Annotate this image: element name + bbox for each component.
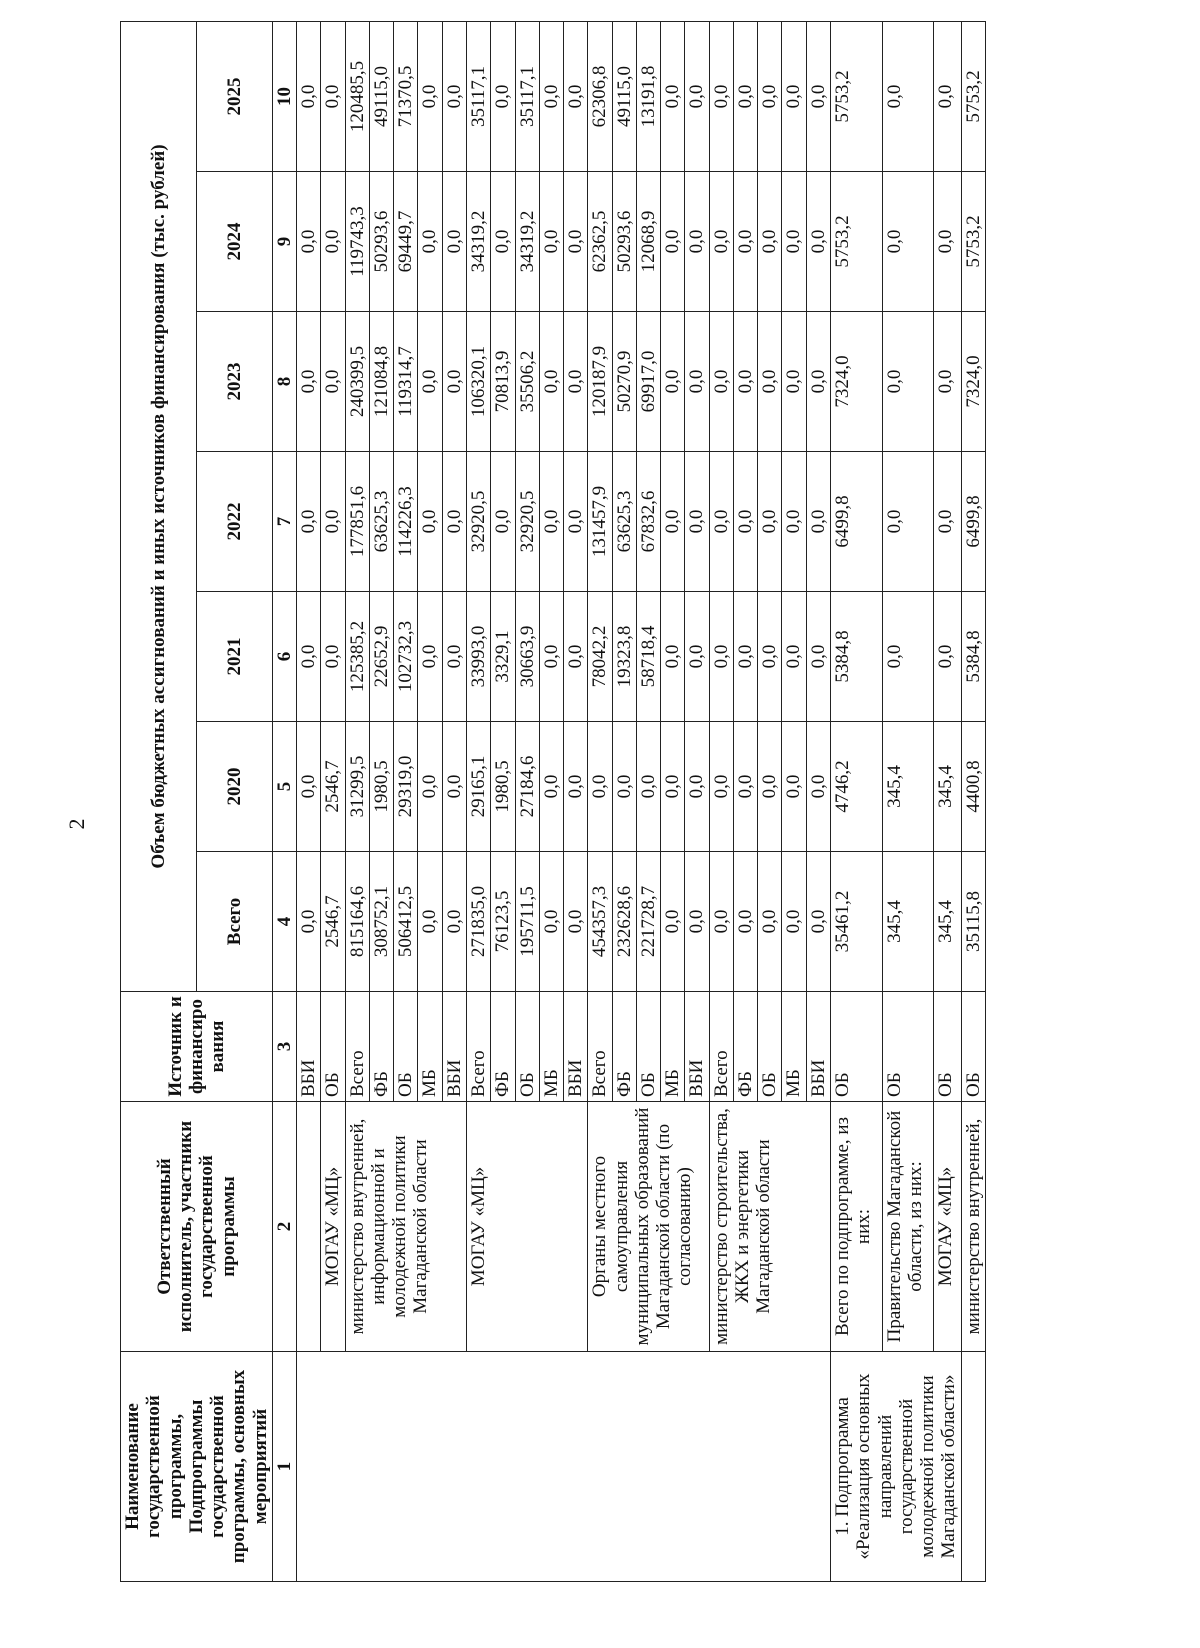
- amount-cell: 0,0: [934, 312, 962, 452]
- amount-cell: 0,0: [297, 592, 321, 722]
- amount-cell: 0,0: [685, 592, 709, 722]
- amount-cell: 7324,0: [830, 312, 882, 452]
- header-financing-group: Объем бюджетных ассигнований и иных источников финансирования (тыс. рублей): [121, 21, 197, 991]
- amount-cell: 0,0: [709, 172, 733, 312]
- amount-cell: 345,4: [882, 722, 934, 852]
- amount-cell: 0,0: [418, 172, 442, 312]
- amount-cell: 29319,0: [394, 722, 418, 852]
- header-row-1: [121, 21, 197, 1581]
- agency-cell: министерство строительства, ЖКХ и энергетики Магаданской области: [709, 1102, 830, 1352]
- amount-cell: 0,0: [491, 452, 515, 592]
- amount-cell: 0,0: [661, 172, 685, 312]
- amount-cell: 0,0: [539, 172, 563, 312]
- amount-cell: 0,0: [806, 172, 830, 312]
- amount-cell: 63625,3: [369, 452, 393, 592]
- amount-cell: 121084,8: [369, 312, 393, 452]
- source-cell: ФБ: [491, 992, 515, 1102]
- table-row: [588, 21, 612, 1581]
- source-cell: ОБ: [830, 992, 882, 1102]
- amount-cell: 0,0: [758, 722, 782, 852]
- source-cell: Всего: [466, 992, 490, 1102]
- source-cell: Всего: [345, 992, 369, 1102]
- amount-cell: 221728,7: [636, 852, 660, 992]
- source-cell: МБ: [539, 992, 563, 1102]
- amount-cell: 22652,9: [369, 592, 393, 722]
- source-cell: МБ: [661, 992, 685, 1102]
- amount-cell: 0,0: [733, 21, 757, 171]
- amount-cell: 120187,9: [588, 312, 612, 452]
- amount-cell: 5384,8: [961, 592, 985, 722]
- amount-cell: 0,0: [709, 312, 733, 452]
- source-cell: ФБ: [369, 992, 393, 1102]
- source-cell: ОБ: [394, 992, 418, 1102]
- amount-cell: 0,0: [733, 852, 757, 992]
- source-cell: ОБ: [758, 992, 782, 1102]
- amount-cell: 0,0: [418, 592, 442, 722]
- source-cell: ФБ: [612, 992, 636, 1102]
- source-cell: МБ: [418, 992, 442, 1102]
- amount-cell: 0,0: [934, 21, 962, 171]
- amount-cell: 0,0: [758, 21, 782, 171]
- source-cell: Всего: [588, 992, 612, 1102]
- amount-cell: 19323,8: [612, 592, 636, 722]
- source-cell: МБ: [782, 992, 806, 1102]
- amount-cell: 0,0: [782, 852, 806, 992]
- amount-cell: 32920,5: [515, 452, 539, 592]
- amount-cell: 0,0: [442, 592, 466, 722]
- column-number: 5: [272, 722, 296, 852]
- amount-cell: 34319,2: [515, 172, 539, 312]
- amount-cell: 0,0: [297, 722, 321, 852]
- source-cell: ОБ: [636, 992, 660, 1102]
- amount-cell: 0,0: [782, 592, 806, 722]
- amount-cell: 32920,5: [466, 452, 490, 592]
- column-number: 6: [272, 592, 296, 722]
- amount-cell: 0,0: [661, 722, 685, 852]
- header-col-agency: Ответственный исполнитель, участники государственной программы: [121, 1102, 273, 1352]
- page-number: 2: [64, 818, 89, 830]
- amount-cell: 120485,5: [345, 21, 369, 171]
- amount-cell: 0,0: [491, 21, 515, 171]
- amount-cell: 0,0: [709, 722, 733, 852]
- agency-cell: министерство внутренней, информационной и молодежной политики Магаданской области: [345, 1102, 466, 1352]
- amount-cell: 2546,7: [321, 722, 345, 852]
- amount-cell: 0,0: [564, 592, 588, 722]
- amount-cell: 0,0: [588, 722, 612, 852]
- amount-cell: 0,0: [564, 852, 588, 992]
- amount-cell: 0,0: [442, 21, 466, 171]
- amount-cell: 50293,6: [612, 172, 636, 312]
- amount-cell: 0,0: [661, 592, 685, 722]
- amount-cell: 0,0: [782, 452, 806, 592]
- amount-cell: 0,0: [297, 452, 321, 592]
- amount-cell: 0,0: [782, 172, 806, 312]
- header-year: 2020: [196, 722, 272, 852]
- amount-cell: 50270,9: [612, 312, 636, 452]
- amount-cell: 0,0: [418, 722, 442, 852]
- amount-cell: 195711,5: [515, 852, 539, 992]
- table-row: [830, 21, 882, 1581]
- amount-cell: 35117,1: [515, 21, 539, 171]
- column-number: 9: [272, 172, 296, 312]
- amount-cell: 33993,0: [466, 592, 490, 722]
- amount-cell: 0,0: [806, 592, 830, 722]
- amount-cell: 0,0: [685, 452, 709, 592]
- column-number: 7: [272, 452, 296, 592]
- amount-cell: 35506,2: [515, 312, 539, 452]
- source-cell: ВБИ: [564, 992, 588, 1102]
- amount-cell: 0,0: [442, 722, 466, 852]
- amount-cell: 69917,0: [636, 312, 660, 452]
- amount-cell: 0,0: [418, 852, 442, 992]
- amount-cell: 0,0: [539, 852, 563, 992]
- agency-cell: Органы местного самоуправления муниципальных образований Магаданской области (по согласованию): [588, 1102, 709, 1352]
- amount-cell: 0,0: [442, 852, 466, 992]
- amount-cell: 0,0: [564, 722, 588, 852]
- amount-cell: 76123,5: [491, 852, 515, 992]
- amount-cell: 13191,8: [636, 21, 660, 171]
- amount-cell: 67832,6: [636, 452, 660, 592]
- amount-cell: 0,0: [321, 452, 345, 592]
- amount-cell: 49115,0: [612, 21, 636, 171]
- amount-cell: 345,4: [934, 852, 962, 992]
- amount-cell: 0,0: [758, 172, 782, 312]
- amount-cell: 31299,5: [345, 722, 369, 852]
- amount-cell: 6499,8: [961, 452, 985, 592]
- amount-cell: 62362,5: [588, 172, 612, 312]
- amount-cell: 0,0: [661, 452, 685, 592]
- amount-cell: 34319,2: [466, 172, 490, 312]
- column-number-row: [272, 21, 296, 1581]
- table-row: [321, 21, 345, 1581]
- amount-cell: 5753,2: [961, 21, 985, 171]
- table-row: [961, 21, 985, 1581]
- source-cell: ВБИ: [685, 992, 709, 1102]
- header-year: 2024: [196, 172, 272, 312]
- header-year: 2022: [196, 452, 272, 592]
- header-year: 2021: [196, 592, 272, 722]
- amount-cell: 308752,1: [369, 852, 393, 992]
- agency-cell: МОГАУ «МЦ»: [321, 1102, 345, 1352]
- amount-cell: 0,0: [685, 21, 709, 171]
- amount-cell: 1980,5: [491, 722, 515, 852]
- table-body: [297, 21, 986, 1581]
- table-row: [882, 21, 934, 1581]
- financing-table: [120, 21, 986, 1582]
- column-number: 2: [272, 1102, 296, 1352]
- amount-cell: 0,0: [442, 172, 466, 312]
- amount-cell: 0,0: [321, 172, 345, 312]
- table-row: [345, 21, 369, 1581]
- amount-cell: 5384,8: [830, 592, 882, 722]
- amount-cell: 4400,8: [961, 722, 985, 852]
- amount-cell: 0,0: [882, 452, 934, 592]
- amount-cell: 0,0: [733, 172, 757, 312]
- table-row: [297, 21, 321, 1581]
- amount-cell: 0,0: [733, 312, 757, 452]
- amount-cell: 0,0: [882, 172, 934, 312]
- column-number: 3: [272, 992, 296, 1102]
- column-number: 4: [272, 852, 296, 992]
- amount-cell: 0,0: [934, 592, 962, 722]
- amount-cell: 5753,2: [961, 172, 985, 312]
- amount-cell: 0,0: [806, 722, 830, 852]
- header-col-name: Наименование государственной программы, Подпрограммы государственной программы, основных мероприятий: [121, 1352, 273, 1582]
- table-row: [466, 21, 490, 1581]
- source-cell: ФБ: [733, 992, 757, 1102]
- amount-cell: 454357,3: [588, 852, 612, 992]
- amount-cell: 0,0: [733, 452, 757, 592]
- amount-cell: 0,0: [782, 722, 806, 852]
- column-number: 10: [272, 21, 296, 171]
- amount-cell: 0,0: [934, 452, 962, 592]
- amount-cell: 0,0: [782, 21, 806, 171]
- amount-cell: 0,0: [612, 722, 636, 852]
- agency-cell: [297, 1102, 321, 1352]
- amount-cell: 0,0: [321, 312, 345, 452]
- amount-cell: 0,0: [709, 21, 733, 171]
- amount-cell: 0,0: [539, 722, 563, 852]
- amount-cell: 35461,2: [830, 852, 882, 992]
- program-name-cell: 1. Подпрограмма «Реализация основных направлений государственной молодежной политики Магаданской области»: [830, 1352, 961, 1582]
- amount-cell: 0,0: [685, 852, 709, 992]
- header-year: 2025: [196, 21, 272, 171]
- amount-cell: 0,0: [709, 452, 733, 592]
- amount-cell: 119314,7: [394, 312, 418, 452]
- amount-cell: 69449,7: [394, 172, 418, 312]
- column-number: 8: [272, 312, 296, 452]
- amount-cell: 0,0: [564, 452, 588, 592]
- amount-cell: 70813,9: [491, 312, 515, 452]
- header-year: 2023: [196, 312, 272, 452]
- amount-cell: 0,0: [758, 852, 782, 992]
- amount-cell: 58718,4: [636, 592, 660, 722]
- amount-cell: 49115,0: [369, 21, 393, 171]
- amount-cell: 0,0: [661, 312, 685, 452]
- amount-cell: 71370,5: [394, 21, 418, 171]
- amount-cell: 0,0: [442, 452, 466, 592]
- amount-cell: 114226,3: [394, 452, 418, 592]
- amount-cell: 2546,7: [321, 852, 345, 992]
- amount-cell: 0,0: [564, 172, 588, 312]
- rotated-page-content: [120, 22, 1120, 1582]
- amount-cell: 27184,6: [515, 722, 539, 852]
- amount-cell: 0,0: [709, 592, 733, 722]
- amount-cell: 125385,2: [345, 592, 369, 722]
- amount-cell: 0,0: [297, 21, 321, 171]
- source-cell: ОБ: [961, 992, 985, 1102]
- source-cell: Всего: [709, 992, 733, 1102]
- agency-cell: министерство внутренней,: [961, 1102, 985, 1352]
- amount-cell: 0,0: [418, 21, 442, 171]
- amount-cell: 35115,8: [961, 852, 985, 992]
- amount-cell: 3329,1: [491, 592, 515, 722]
- amount-cell: 63625,3: [612, 452, 636, 592]
- amount-cell: 0,0: [564, 312, 588, 452]
- source-cell: ОБ: [882, 992, 934, 1102]
- amount-cell: 345,4: [882, 852, 934, 992]
- amount-cell: 240399,5: [345, 312, 369, 452]
- amount-cell: 0,0: [733, 592, 757, 722]
- amount-cell: 7324,0: [961, 312, 985, 452]
- amount-cell: 78042,2: [588, 592, 612, 722]
- amount-cell: 5753,2: [830, 172, 882, 312]
- header-year: Всего: [196, 852, 272, 992]
- amount-cell: 0,0: [491, 172, 515, 312]
- amount-cell: 50293,6: [369, 172, 393, 312]
- amount-cell: 30663,9: [515, 592, 539, 722]
- amount-cell: 0,0: [418, 312, 442, 452]
- agency-cell: Всего по подпрограмме, из них:: [830, 1102, 882, 1352]
- column-number: 1: [272, 1352, 296, 1582]
- amount-cell: 0,0: [758, 312, 782, 452]
- amount-cell: 0,0: [882, 21, 934, 171]
- amount-cell: 0,0: [297, 172, 321, 312]
- amount-cell: 0,0: [418, 452, 442, 592]
- amount-cell: 0,0: [782, 312, 806, 452]
- amount-cell: 0,0: [321, 21, 345, 171]
- source-cell: ОБ: [934, 992, 962, 1102]
- source-cell: ОБ: [515, 992, 539, 1102]
- amount-cell: 0,0: [539, 592, 563, 722]
- agency-cell: МОГАУ «МЦ»: [934, 1102, 962, 1352]
- amount-cell: 0,0: [685, 722, 709, 852]
- table-row: [934, 21, 962, 1581]
- source-cell: ВБИ: [297, 992, 321, 1102]
- amount-cell: 131457,9: [588, 452, 612, 592]
- amount-cell: 0,0: [539, 21, 563, 171]
- amount-cell: 0,0: [442, 312, 466, 452]
- amount-cell: 6499,8: [830, 452, 882, 592]
- amount-cell: 119743,3: [345, 172, 369, 312]
- amount-cell: 29165,1: [466, 722, 490, 852]
- agency-cell: Правительство Магаданской области, из них:: [882, 1102, 934, 1352]
- amount-cell: 0,0: [758, 452, 782, 592]
- amount-cell: 0,0: [636, 722, 660, 852]
- amount-cell: 4746,2: [830, 722, 882, 852]
- program-name-cell: [961, 1352, 985, 1582]
- amount-cell: 0,0: [539, 452, 563, 592]
- amount-cell: 271835,0: [466, 852, 490, 992]
- amount-cell: 345,4: [934, 722, 962, 852]
- amount-cell: 0,0: [806, 852, 830, 992]
- source-cell: ВБИ: [806, 992, 830, 1102]
- amount-cell: 62306,8: [588, 21, 612, 171]
- header-col-source: Источник и финансиро вания: [121, 992, 273, 1102]
- amount-cell: 1980,5: [369, 722, 393, 852]
- agency-cell: МОГАУ «МЦ»: [466, 1102, 587, 1352]
- amount-cell: 0,0: [882, 592, 934, 722]
- amount-cell: 0,0: [661, 852, 685, 992]
- amount-cell: 177851,6: [345, 452, 369, 592]
- amount-cell: 0,0: [709, 852, 733, 992]
- amount-cell: 12068,9: [636, 172, 660, 312]
- amount-cell: 0,0: [934, 172, 962, 312]
- amount-cell: 0,0: [321, 592, 345, 722]
- amount-cell: 0,0: [733, 722, 757, 852]
- amount-cell: 0,0: [806, 21, 830, 171]
- amount-cell: 0,0: [882, 312, 934, 452]
- amount-cell: 0,0: [297, 312, 321, 452]
- amount-cell: 0,0: [539, 312, 563, 452]
- source-cell: ОБ: [321, 992, 345, 1102]
- amount-cell: 0,0: [661, 21, 685, 171]
- amount-cell: 0,0: [564, 21, 588, 171]
- amount-cell: 5753,2: [830, 21, 882, 171]
- amount-cell: 0,0: [806, 312, 830, 452]
- amount-cell: 815164,6: [345, 852, 369, 992]
- amount-cell: 506412,5: [394, 852, 418, 992]
- amount-cell: 0,0: [297, 852, 321, 992]
- program-name-cell: [297, 1352, 831, 1582]
- amount-cell: 0,0: [685, 172, 709, 312]
- amount-cell: 35117,1: [466, 21, 490, 171]
- amount-cell: 102732,3: [394, 592, 418, 722]
- amount-cell: 0,0: [806, 452, 830, 592]
- amount-cell: 0,0: [758, 592, 782, 722]
- amount-cell: 232628,6: [612, 852, 636, 992]
- source-cell: ВБИ: [442, 992, 466, 1102]
- amount-cell: 0,0: [685, 312, 709, 452]
- amount-cell: 106320,1: [466, 312, 490, 452]
- table-row: [709, 21, 733, 1581]
